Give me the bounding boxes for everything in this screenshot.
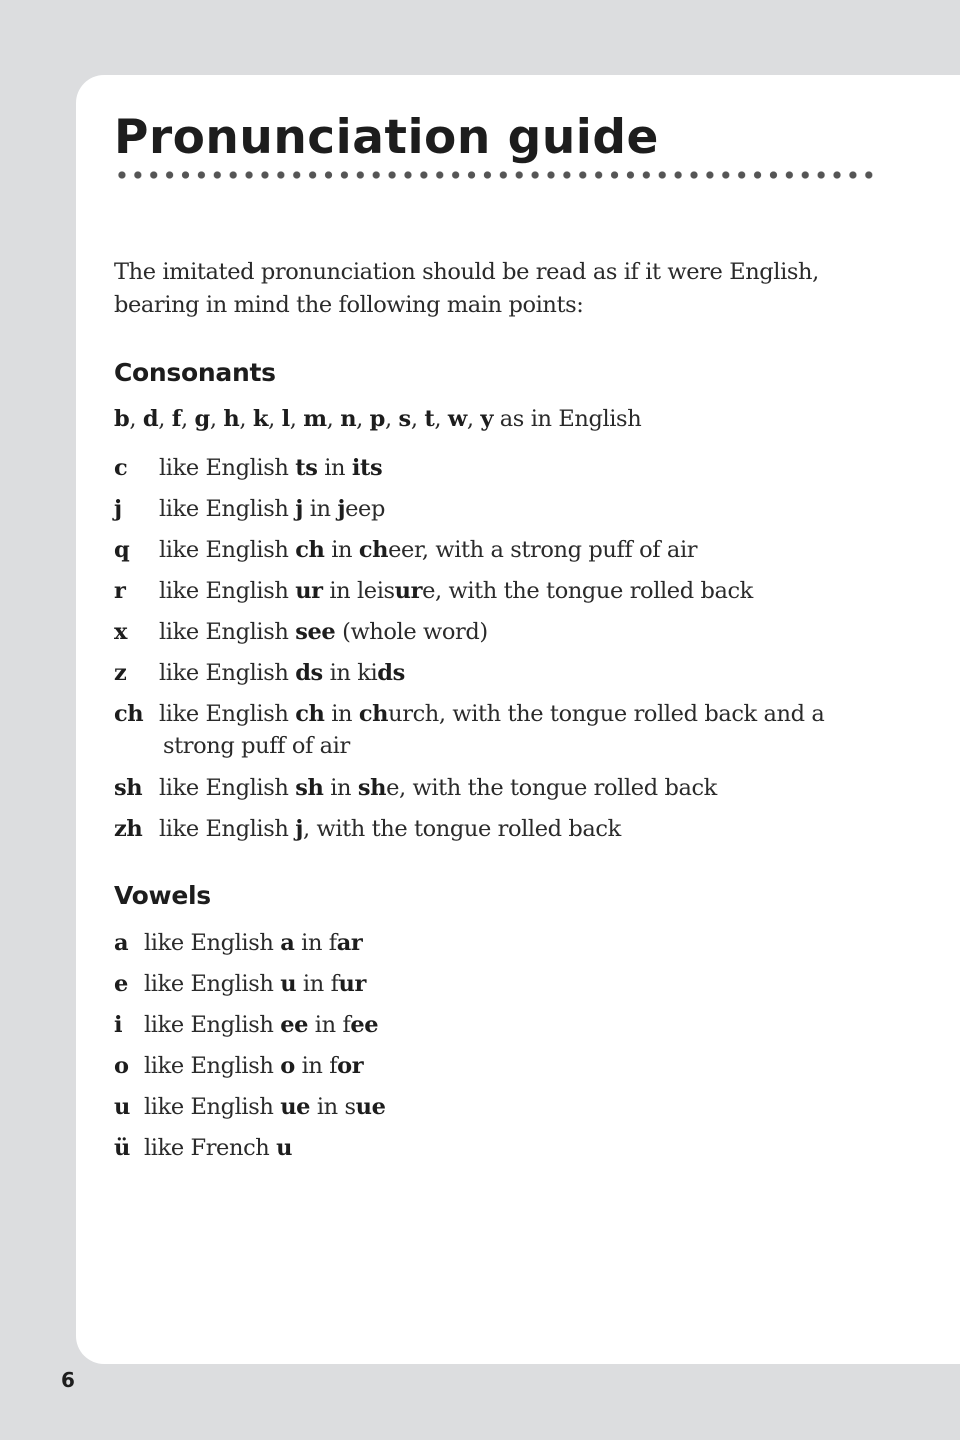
consonant-letter: m: [303, 406, 327, 432]
vowel-description: like English o in for: [144, 1053, 364, 1079]
consonant-description: like English j, with the tongue rolled back: [159, 816, 621, 842]
vowel-letter: u: [114, 1094, 130, 1120]
consonant-letter: z: [114, 660, 127, 686]
consonant-description: like English see (whole word): [159, 619, 488, 645]
consonant-letter: k: [252, 406, 269, 432]
consonant-letter: j: [114, 496, 122, 522]
consonant-letter: h: [223, 406, 240, 432]
consonant-description: like English ds in kids: [159, 660, 405, 686]
consonant-description: like English j in jeep: [159, 496, 385, 522]
consonant-letter: y: [480, 406, 494, 432]
consonant-letter: n: [340, 406, 357, 432]
consonant-letter: s: [398, 406, 411, 432]
consonant-letter: f: [171, 406, 181, 432]
consonant-letter: p: [369, 406, 386, 432]
consonant-letter: zh: [114, 816, 143, 842]
vowel-description: like French u: [144, 1135, 293, 1161]
vowel-letter: e: [114, 971, 128, 997]
consonant-letter: b: [114, 406, 130, 432]
consonant-letter: q: [114, 537, 130, 563]
consonant-letter: x: [114, 619, 128, 645]
consonant-letter: g: [194, 406, 210, 432]
consonant-letter: ch: [114, 701, 144, 727]
consonant-description: like English ur in leisure, with the tongue rolled back: [159, 578, 753, 604]
consonant-letter: sh: [114, 775, 143, 801]
vowel-letter: o: [114, 1053, 129, 1079]
vowel-description: like English ue in sue: [144, 1094, 386, 1120]
vowel-description: like English a in far: [144, 930, 363, 956]
consonant-description: like English sh in she, with the tongue rolled back: [159, 775, 717, 801]
consonant-letter: d: [142, 406, 159, 432]
vowel-letter: i: [114, 1012, 123, 1038]
consonant-letter: c: [114, 455, 128, 481]
consonants-same-as-english: b, d, f, g, h, k, l, m, n, p, s, t, w, y as in English: [114, 406, 642, 432]
page-number: 6: [61, 1368, 75, 1392]
vowel-description: like English u in fur: [144, 971, 366, 997]
consonant-description: like English ch in church, with the tongue rolled back and a: [159, 701, 825, 727]
vowel-letter: ü: [114, 1135, 130, 1161]
page-title: Pronunciation guide: [114, 110, 659, 165]
dotted-divider: [114, 171, 874, 179]
vowels-heading: Vowels: [114, 881, 211, 910]
vowel-description: like English ee in fee: [144, 1012, 379, 1038]
consonant-letter: t: [424, 406, 435, 432]
consonant-description-continued: strong puff of air: [163, 733, 350, 759]
consonant-description: like English ch in cheer, with a strong puff of air: [159, 537, 698, 563]
vowel-letter: a: [114, 930, 129, 956]
consonant-letter: w: [447, 406, 467, 432]
consonant-letter: l: [281, 406, 290, 432]
consonants-heading: Consonants: [114, 358, 276, 387]
consonant-letter: r: [114, 578, 126, 604]
consonant-description: like English ts in its: [159, 455, 383, 481]
intro-paragraph: The imitated pronunciation should be read as if it were English, bearing in mind the following main points:: [114, 259, 819, 318]
